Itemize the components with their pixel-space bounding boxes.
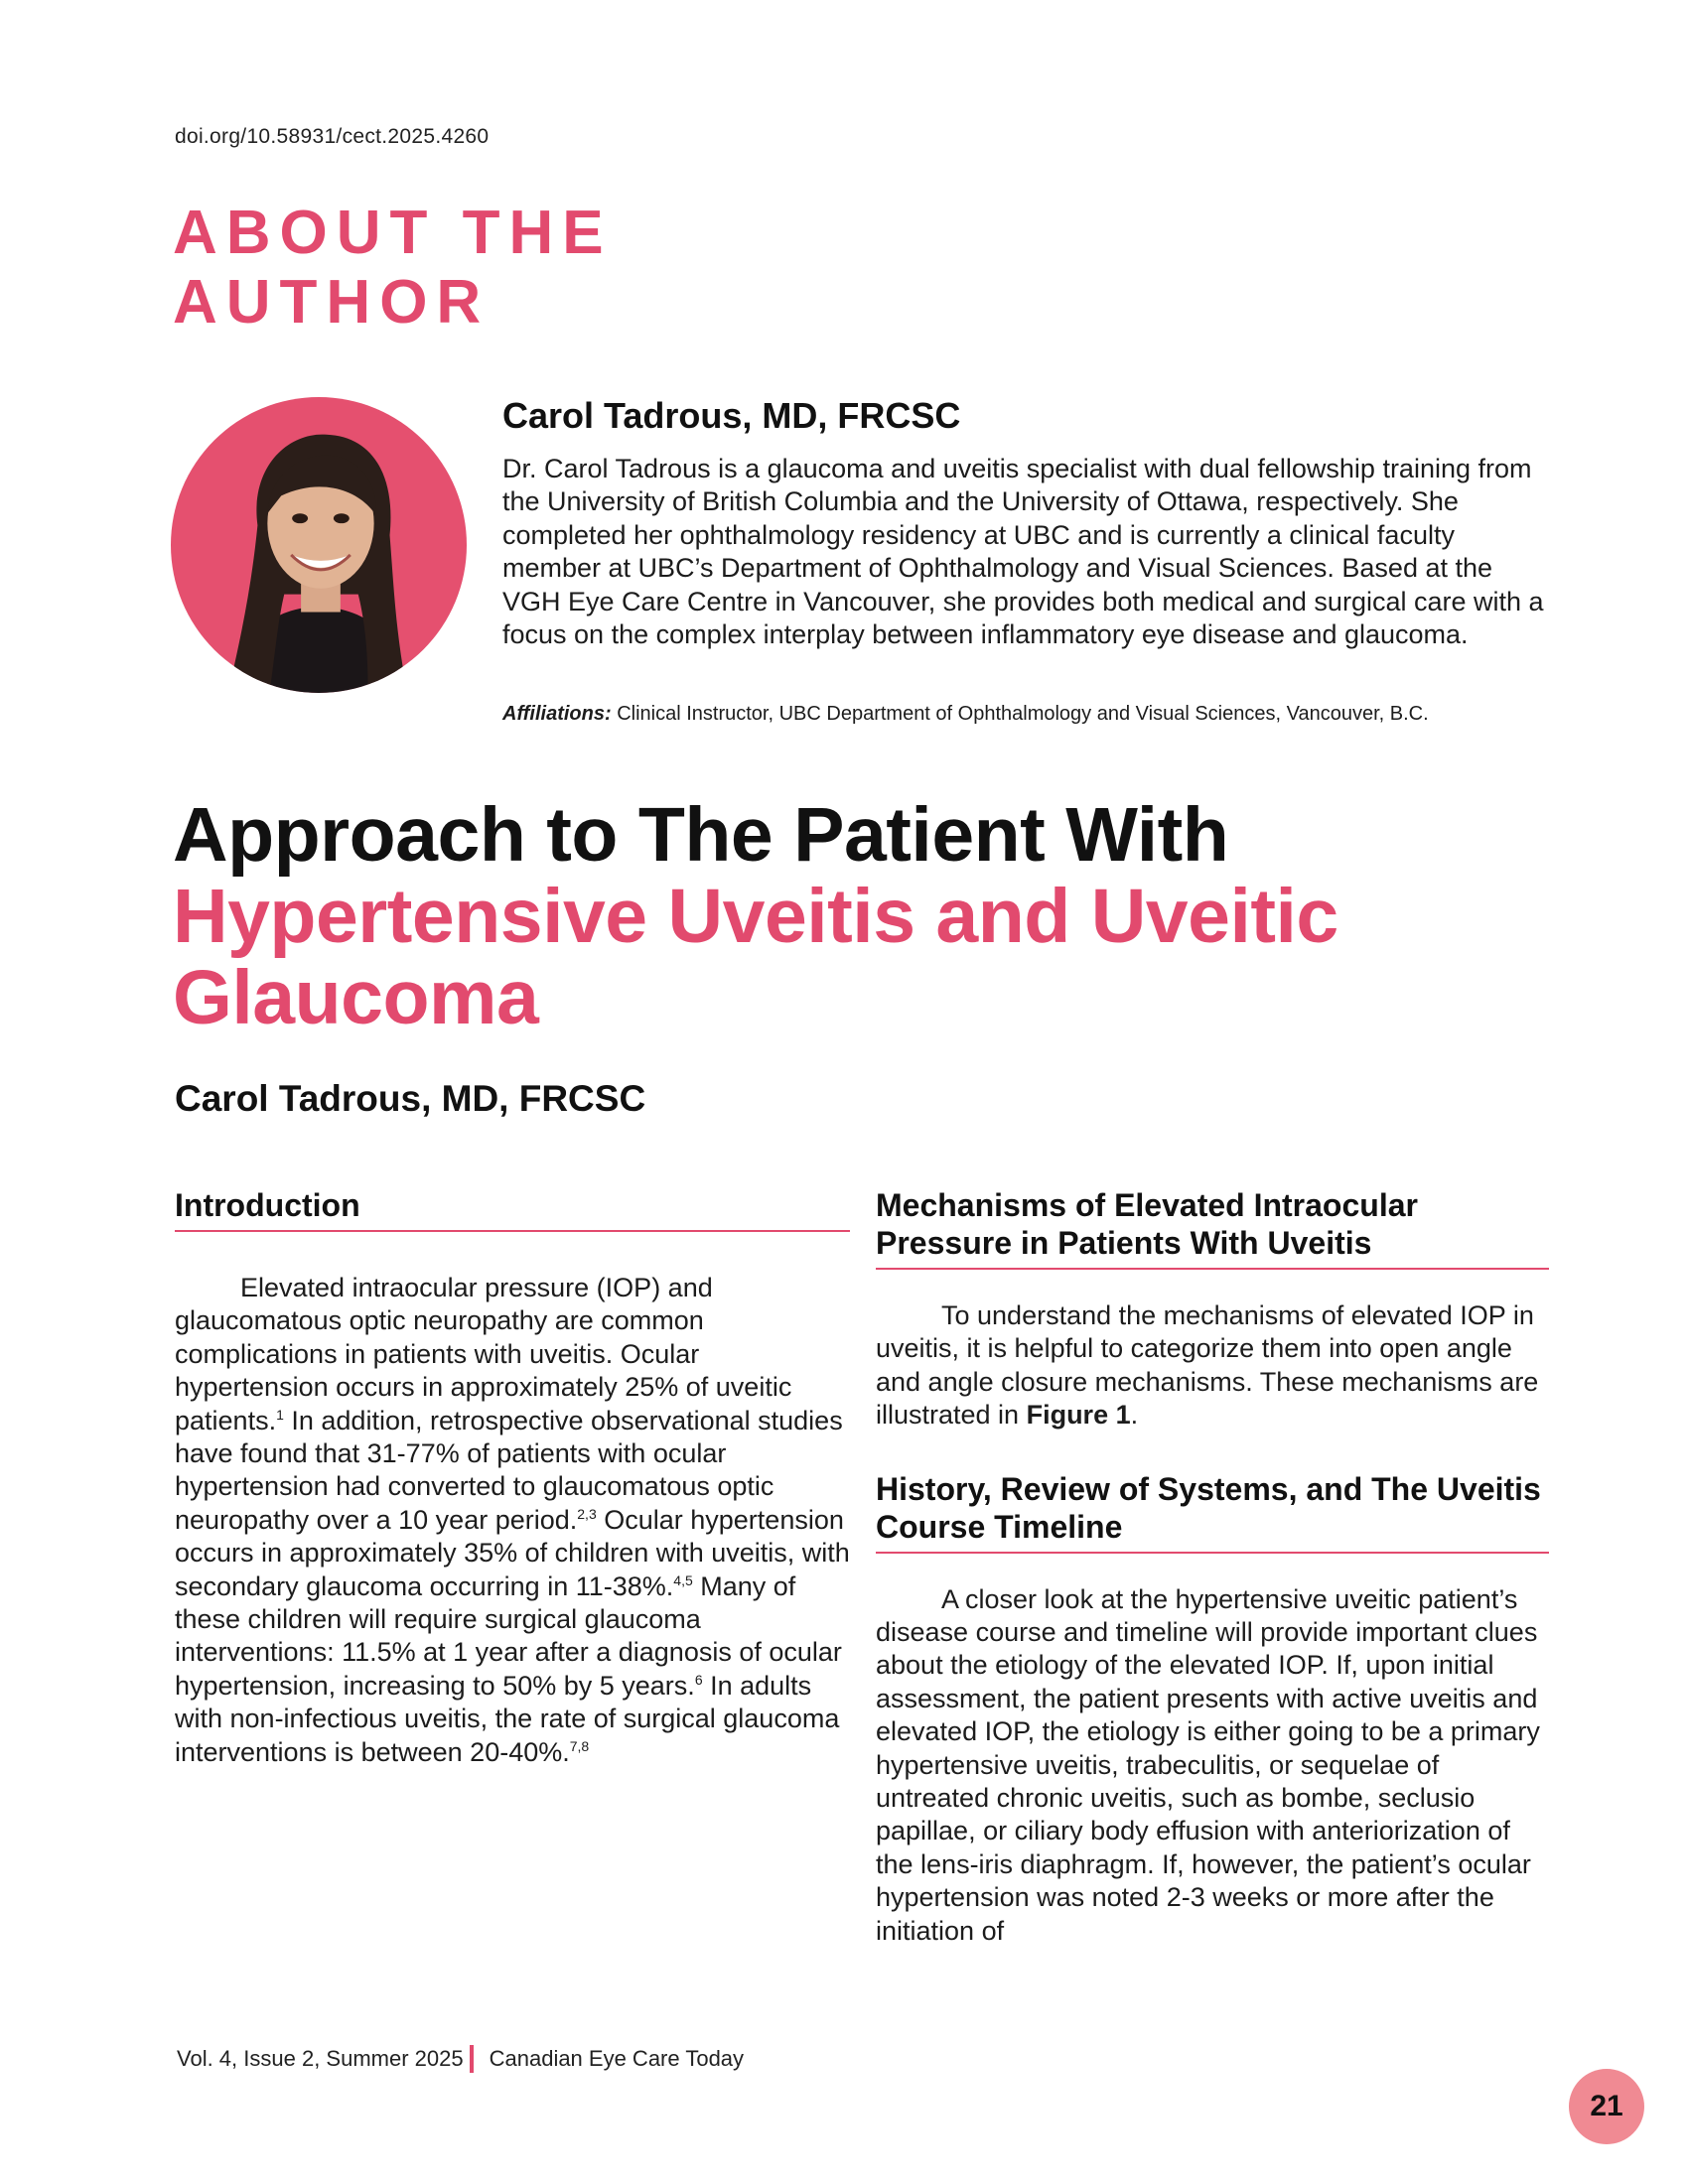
- citation-6: 6: [694, 1671, 703, 1688]
- intro-text-2: In addition, retrospective observational studies have found that 31-77% of patients with ocular hypertension had converted to glaucomatous optic neuropathy over a 10 year period.: [175, 1405, 843, 1535]
- mechanisms-end: .: [1130, 1400, 1139, 1431]
- history-heading: History, Review of Systems, and The Uveitis Course Timeline: [876, 1470, 1549, 1554]
- affiliations-text: Clinical Instructor, UBC Department of Ophthalmology and Visual Sciences, Vancouver, B.C.: [617, 703, 1429, 725]
- footer-divider: [470, 2045, 474, 2073]
- author-bio: Dr. Carol Tadrous is a glaucoma and uveitis specialist with dual fellowship training from the University of British Columbia and the University of Ottawa, respectively. She completed her ophthalmology residency at UBC and is currently a clinical faculty member at UBC’s Department of Ophthalmology and Visual Sciences. Based at the VGH Eye Care Centre in Vancouver, she provides both medical and surgical care with a focus on the complex interplay between inflammatory eye disease and glaucoma.: [502, 454, 1544, 650]
- intro-text-4: Many of these children will require surgical glaucoma interventions: 11.5% at 1 year after a diagnosis of ocular hypertension, increasing to 50% by 5 years.: [175, 1570, 842, 1701]
- about-heading-line1: ABOUT THE: [173, 199, 613, 267]
- footer-journal: Canadian Eye Care Today: [489, 2046, 745, 2071]
- citation-7-8: 7,8: [569, 1737, 590, 1754]
- author-affiliations: [502, 703, 1595, 726]
- article-title-line2: Hypertensive Uveitis and Uveitic Glaucoma: [173, 874, 1338, 1040]
- author-box-name: Carol Tadrous, MD, FRCSC: [502, 395, 961, 436]
- history-paragraph: A closer look at the hypertensive uveitic patient’s disease course and timeline will provide important clues about the etiology of the elevated IOP. If, upon initial assessment, the patient presents with active uveitis and elevated IOP, the etiology is either going to be a primary hypertensive uveitis, trabeculitis, or sequelae of untreated chronic uveitis, such as bombe, seclusio papillae, or ciliary body effusion with anteriorization of the lens-iris diaphragm. If, however, the patient’s ocular hypertension was noted 2-3 weeks or more after the initiation of: [876, 1583, 1540, 1946]
- footer-issue: Vol. 4, Issue 2, Summer 2025: [177, 2046, 464, 2071]
- page-number-badge: 21: [1569, 2069, 1644, 2144]
- left-column: [175, 1186, 850, 1769]
- introduction-paragraph: [175, 1272, 850, 1769]
- figure-1-reference[interactable]: Figure 1: [1026, 1400, 1131, 1431]
- citation-4-5: 4,5: [673, 1571, 693, 1588]
- mechanisms-heading: Mechanisms of Elevated Intraocular Pressure in Patients With Uveitis: [876, 1186, 1549, 1270]
- about-the-author-heading: [173, 199, 613, 338]
- page-footer: [177, 2045, 744, 2073]
- intro-text-3: Ocular hypertension occurs in approximately 35% of children with uveitis, with secondary glaucoma occurring in 11-38%.: [175, 1504, 850, 1601]
- about-heading-line2: AUTHOR: [173, 268, 491, 337]
- citation-1: 1: [276, 1406, 284, 1423]
- citation-2-3: 2,3: [577, 1505, 597, 1522]
- article-byline: Carol Tadrous, MD, FRCSC: [175, 1078, 646, 1119]
- intro-text-5: In adults with non-infectious uveitis, the rate of surgical glaucoma interventions is between 20-40%.: [175, 1670, 840, 1767]
- mechanisms-paragraph: [876, 1299, 1549, 1433]
- mechanisms-text: To understand the mechanisms of elevated IOP in uveitis, it is helpful to categorize them into open angle and angle closure mechanisms. These mechanisms are illustrated in: [876, 1300, 1539, 1431]
- author-photo: [171, 397, 467, 693]
- intro-text-1: Elevated intraocular pressure (IOP) and glaucomatous optic neuropathy are common complications in patients with uveitis. Ocular hypertension occurs in approximately 25% of uveitic patients.: [175, 1273, 792, 1435]
- doi-link[interactable]: doi.org/10.58931/cect.2025.4260: [175, 125, 490, 148]
- introduction-heading: Introduction: [175, 1186, 850, 1232]
- right-column: [876, 1186, 1549, 1948]
- affiliations-label: Affiliations:: [502, 703, 612, 725]
- article-title: [173, 794, 1464, 1038]
- article-title-line1: Approach to The Patient With: [173, 792, 1229, 878]
